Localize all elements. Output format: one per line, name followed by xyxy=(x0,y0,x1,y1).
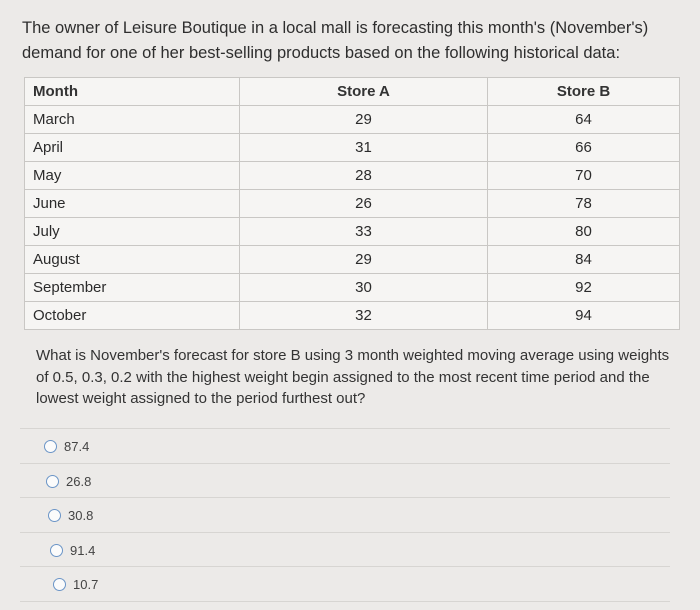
header-store-a: Store A xyxy=(240,78,488,106)
cell-store-b: 92 xyxy=(488,274,680,302)
table-row xyxy=(25,302,680,330)
radio-button[interactable] xyxy=(50,544,63,557)
option-row xyxy=(20,498,670,533)
table-header-row xyxy=(25,78,680,106)
table-row xyxy=(25,134,680,162)
question-text: What is November's forecast for store B using 3 month weighted moving average using weights of 0.5, 0.3, 0.2 with the highest weight begin assigned to the most recent time period and the lowest weight assigned to the period furthest out? xyxy=(36,347,670,407)
cell-store-b: 78 xyxy=(488,190,680,218)
cell-store-a: 30 xyxy=(240,274,488,302)
option-label: 26.8 xyxy=(66,473,92,489)
cell-store-a: 32 xyxy=(240,302,488,330)
cell-store-a: 29 xyxy=(240,106,488,134)
table-row xyxy=(25,162,680,190)
header-month: Month xyxy=(25,78,240,106)
cell-store-a: 26 xyxy=(240,190,488,218)
cell-store-b: 66 xyxy=(488,134,680,162)
radio-button[interactable] xyxy=(44,440,57,453)
option-label: 87.4 xyxy=(64,439,90,454)
table-row xyxy=(25,246,680,274)
cell-store-b: 64 xyxy=(488,106,680,134)
option-row xyxy=(20,464,670,499)
table-row xyxy=(25,106,680,134)
cell-month: September xyxy=(25,274,240,302)
option-label: 91.4 xyxy=(70,542,96,558)
option-label: 30.8 xyxy=(68,508,94,523)
option-label: 10.7 xyxy=(73,577,99,592)
cell-month: August xyxy=(25,246,240,274)
option-row xyxy=(20,428,670,464)
cell-store-a: 33 xyxy=(240,218,488,246)
option-5[interactable] xyxy=(53,577,98,592)
cell-month: October xyxy=(25,302,240,330)
problem-intro: The owner of Leisure Boutique in a local mall is forecasting this month's (November's) demand for one of her best-selling products based on the following historical data: xyxy=(22,19,649,62)
radio-button[interactable] xyxy=(48,509,61,522)
historical-data-table xyxy=(24,77,680,330)
radio-button[interactable] xyxy=(53,578,66,591)
cell-month: June xyxy=(25,190,240,218)
option-row xyxy=(20,567,670,602)
cell-store-a: 28 xyxy=(240,162,488,190)
cell-store-b: 94 xyxy=(488,302,680,330)
cell-month: July xyxy=(25,218,240,246)
cell-store-b: 84 xyxy=(488,246,680,274)
option-2[interactable] xyxy=(46,474,91,489)
cell-month: April xyxy=(25,134,240,162)
table-row xyxy=(25,190,680,218)
cell-month: March xyxy=(25,106,240,134)
cell-store-b: 70 xyxy=(488,162,680,190)
table-row xyxy=(25,274,680,302)
option-row xyxy=(20,533,670,568)
table-row xyxy=(25,218,680,246)
cell-store-a: 31 xyxy=(240,134,488,162)
option-1[interactable] xyxy=(44,439,89,454)
answer-options xyxy=(20,428,670,602)
cell-store-a: 29 xyxy=(240,246,488,274)
radio-button[interactable] xyxy=(46,475,59,488)
option-4[interactable] xyxy=(50,543,95,558)
header-store-b: Store B xyxy=(488,78,680,106)
cell-store-b: 80 xyxy=(488,218,680,246)
cell-month: May xyxy=(25,162,240,190)
option-3[interactable] xyxy=(48,508,93,523)
